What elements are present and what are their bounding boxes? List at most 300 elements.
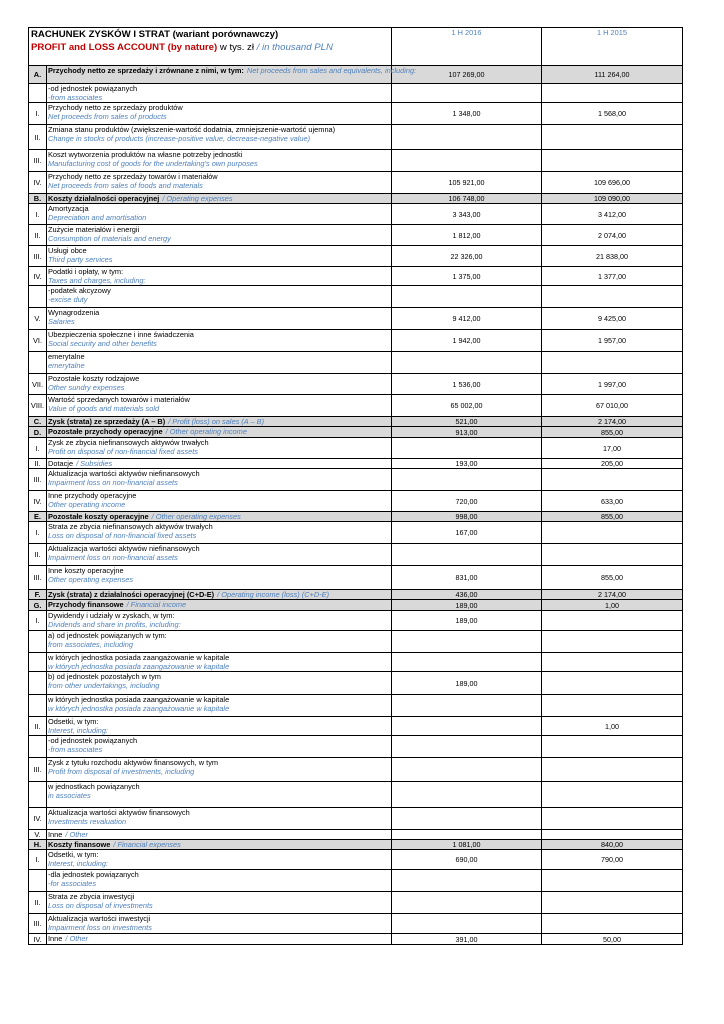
- label-english: -excise duty: [48, 295, 88, 304]
- value-1h2015: [542, 653, 683, 672]
- label-english: w których jednostka posiada zaangażowanie w kapitale: [48, 704, 230, 713]
- table-row: [29, 870, 683, 892]
- value-1h2015: 21 838,00: [542, 246, 683, 267]
- label-polish: Pozostałe przychody operacyjne: [48, 427, 163, 436]
- label-english: emerytalne: [48, 361, 85, 370]
- label-english: Consumption of materials and energy: [48, 234, 171, 243]
- value-1h2016: 3 343,00: [392, 204, 542, 225]
- row-code: II.: [29, 225, 47, 246]
- value-1h2016: 193,00: [392, 459, 542, 469]
- label-polish: Zmiana stanu produktów (zwiększenie-wartość dodatnia, zmniejszenie-wartość ujemna): [48, 125, 336, 134]
- row-label: [47, 246, 392, 267]
- value-1h2016: [392, 286, 542, 308]
- label-polish: Ubezpieczenia społeczne i inne świadczenia: [48, 330, 194, 339]
- row-code: II.: [29, 892, 47, 914]
- value-1h2016: 106 748,00: [392, 194, 542, 204]
- table-row: [29, 736, 683, 758]
- value-1h2015: [542, 631, 683, 653]
- label-english: / Profit (loss) on sales (A – B): [168, 417, 265, 426]
- value-1h2016: [392, 914, 542, 934]
- label-english: Interest, including:: [48, 859, 108, 868]
- section-row: [29, 417, 683, 427]
- label-english: / Financial expenses: [113, 840, 181, 849]
- row-label: [47, 717, 392, 736]
- value-1h2015: [542, 808, 683, 830]
- row-code: [29, 631, 47, 653]
- row-label: [47, 267, 392, 286]
- value-1h2015: 855,00: [542, 512, 683, 522]
- table-row: [29, 934, 683, 945]
- label-english: Profit from disposal of investments, including: [48, 767, 195, 776]
- value-1h2015: [542, 914, 683, 934]
- row-label: [47, 417, 392, 427]
- label-english: from other undertakings, including: [48, 681, 160, 690]
- label-polish: Dotacje: [48, 459, 74, 468]
- table-row: [29, 544, 683, 566]
- value-1h2015: 2 174,00: [542, 590, 683, 600]
- value-1h2016: 65 002,00: [392, 395, 542, 417]
- row-label: [47, 194, 392, 204]
- table-row: [29, 267, 683, 286]
- label-polish: Przychody netto ze sprzedaży produktów: [48, 103, 183, 112]
- label-polish: Strata ze zbycia niefinansowych aktywów trwałych: [48, 522, 213, 531]
- table-row: [29, 125, 683, 150]
- value-1h2015: [542, 870, 683, 892]
- table-row: [29, 246, 683, 267]
- value-1h2015: [542, 352, 683, 374]
- row-label: [47, 808, 392, 830]
- value-1h2015: 855,00: [542, 566, 683, 590]
- row-label: [47, 566, 392, 590]
- table-row: [29, 84, 683, 103]
- label-polish: Zysk z tytułu rozchodu aktywów finansowych, w tym: [48, 758, 219, 767]
- row-code: II.: [29, 544, 47, 566]
- label-english: Net proceeds from sales and equivalents, including:: [246, 66, 417, 75]
- value-1h2015: 1,00: [542, 600, 683, 611]
- section-row: [29, 66, 683, 84]
- value-1h2016: 1 081,00: [392, 840, 542, 850]
- row-label: [47, 172, 392, 194]
- row-label: [47, 892, 392, 914]
- row-code: III.: [29, 469, 47, 491]
- label-english: Change in stocks of products (increase-positive value, decrease-negative value): [48, 134, 311, 143]
- row-label: [47, 870, 392, 892]
- row-code: V.: [29, 308, 47, 330]
- value-1h2016: [392, 653, 542, 672]
- value-1h2015: 109 090,00: [542, 194, 683, 204]
- row-label: [47, 204, 392, 225]
- table-row: [29, 308, 683, 330]
- value-1h2016: 189,00: [392, 611, 542, 631]
- row-code: H.: [29, 840, 47, 850]
- row-code: IV.: [29, 172, 47, 194]
- label-english: Impairment loss on non-financial assets: [48, 478, 178, 487]
- row-code: [29, 84, 47, 103]
- label-polish: a) od jednostek powiązanych w tym:: [48, 631, 167, 640]
- value-1h2015: 205,00: [542, 459, 683, 469]
- value-1h2016: 1 812,00: [392, 225, 542, 246]
- row-label: [47, 427, 392, 438]
- label-polish: w jednostkach powiązanych: [48, 782, 140, 791]
- table-row: [29, 758, 683, 782]
- row-label: [47, 600, 392, 611]
- label-polish: Strata ze zbycia inwestycji: [48, 892, 135, 901]
- section-row: [29, 194, 683, 204]
- label-polish: Inne: [48, 830, 63, 839]
- row-label: [47, 125, 392, 150]
- table-row: [29, 374, 683, 395]
- label-english: Third party services: [48, 255, 113, 264]
- value-1h2015: [542, 469, 683, 491]
- value-1h2016: 107 269,00: [392, 66, 542, 84]
- table-row: [29, 717, 683, 736]
- column-header-1h2015: 1 H 2015: [542, 28, 683, 66]
- label-english: / Other: [65, 934, 88, 943]
- row-label: [47, 491, 392, 512]
- label-polish: Pozostałe koszty operacyjne: [48, 512, 149, 521]
- label-polish: Podatki i opłaty, w tym:: [48, 267, 124, 276]
- value-1h2016: 1 942,00: [392, 330, 542, 352]
- value-1h2016: [392, 544, 542, 566]
- value-1h2016: [392, 695, 542, 717]
- label-polish: Aktualizacja wartości inwestycji: [48, 914, 151, 923]
- row-label: [47, 103, 392, 125]
- table-row: [29, 469, 683, 491]
- value-1h2015: 9 425,00: [542, 308, 683, 330]
- row-label: [47, 850, 392, 870]
- value-1h2015: 855,00: [542, 427, 683, 438]
- value-1h2016: 998,00: [392, 512, 542, 522]
- label-polish: Zysk ze zbycia niefinansowych aktywów trwałych: [48, 438, 209, 447]
- value-1h2016: [392, 717, 542, 736]
- row-label: [47, 352, 392, 374]
- value-1h2015: [542, 672, 683, 695]
- label-polish: -dla jednostek powiązanych: [48, 870, 139, 879]
- title-polish: RACHUNEK ZYSKÓW I STRAT (wariant porównawczy): [31, 29, 279, 40]
- row-code: I.: [29, 103, 47, 125]
- label-english: Loss on disposal of investments: [48, 901, 153, 910]
- row-label: [47, 758, 392, 782]
- label-english: Loss on disposal of non-financial fixed assets: [48, 531, 197, 540]
- value-1h2015: 790,00: [542, 850, 683, 870]
- row-label: [47, 590, 392, 600]
- row-code: [29, 782, 47, 808]
- row-label: [47, 782, 392, 808]
- value-1h2015: 50,00: [542, 934, 683, 945]
- row-label: [47, 631, 392, 653]
- row-code: E.: [29, 512, 47, 522]
- label-english: from associates, including: [48, 640, 134, 649]
- label-english: / Other: [65, 830, 88, 839]
- row-label: [47, 469, 392, 491]
- label-english: Other sundry expenses: [48, 383, 125, 392]
- row-label: [47, 695, 392, 717]
- label-polish: -podatek akcyzowy: [48, 286, 111, 295]
- value-1h2016: [392, 736, 542, 758]
- label-polish: Odsetki, w tym:: [48, 850, 99, 859]
- label-english: -for associates: [48, 879, 97, 888]
- row-label: [47, 611, 392, 631]
- label-polish: Przychody netto ze sprzedaży towarów i materiałów: [48, 172, 218, 181]
- value-1h2016: 1 375,00: [392, 267, 542, 286]
- label-english: Profit on disposal of non-financial fixed assets: [48, 447, 198, 456]
- label-polish: Amortyzacja: [48, 204, 89, 213]
- row-code: I.: [29, 438, 47, 459]
- value-1h2015: [542, 84, 683, 103]
- row-label: [47, 150, 392, 172]
- table-row: [29, 395, 683, 417]
- value-1h2015: [542, 125, 683, 150]
- label-english: Interest, including:: [48, 726, 108, 735]
- table-row: [29, 172, 683, 194]
- value-1h2016: 105 921,00: [392, 172, 542, 194]
- row-code: B.: [29, 194, 47, 204]
- section-row: [29, 512, 683, 522]
- value-1h2015: [542, 150, 683, 172]
- title-english: PROFIT and LOSS ACCOUNT (by nature) w tys. zł / in thousand PLN: [31, 42, 333, 53]
- value-1h2015: [542, 736, 683, 758]
- value-1h2015: 1,00: [542, 717, 683, 736]
- row-code: [29, 695, 47, 717]
- row-code: [29, 286, 47, 308]
- section-row: [29, 590, 683, 600]
- table-row: [29, 459, 683, 469]
- value-1h2016: 9 412,00: [392, 308, 542, 330]
- value-1h2015: 1 568,00: [542, 103, 683, 125]
- label-english: Taxes and charges, including:: [48, 276, 146, 285]
- row-code: F.: [29, 590, 47, 600]
- row-code: III.: [29, 566, 47, 590]
- label-english: / Subsidies: [76, 459, 113, 468]
- row-code: I.: [29, 522, 47, 544]
- row-code: IV.: [29, 934, 47, 945]
- label-english: / Other operating expenses: [151, 512, 241, 521]
- table-row: [29, 892, 683, 914]
- row-code: V.: [29, 830, 47, 840]
- value-1h2016: 436,00: [392, 590, 542, 600]
- row-label: [47, 840, 392, 850]
- table-row: [29, 850, 683, 870]
- label-polish: w których jednostka posiada zaangażowanie w kapitale: [48, 653, 230, 662]
- row-code: VI.: [29, 330, 47, 352]
- row-label: [47, 459, 392, 469]
- row-label: [47, 830, 392, 840]
- value-1h2016: 189,00: [392, 672, 542, 695]
- value-1h2016: [392, 808, 542, 830]
- value-1h2016: [392, 125, 542, 150]
- row-code: G.: [29, 600, 47, 611]
- label-english: Depreciation and amortisation: [48, 213, 147, 222]
- value-1h2016: [392, 892, 542, 914]
- value-1h2015: 109 696,00: [542, 172, 683, 194]
- table-row: [29, 695, 683, 717]
- value-1h2016: 521,00: [392, 417, 542, 427]
- value-1h2015: [542, 611, 683, 631]
- section-row: [29, 427, 683, 438]
- value-1h2016: 391,00: [392, 934, 542, 945]
- label-polish: Dywidendy i udziały w zyskach, w tym:: [48, 611, 175, 620]
- table-row: [29, 491, 683, 512]
- row-code: I.: [29, 204, 47, 225]
- label-english: / Operating income (loss) (C+D-E): [217, 590, 330, 599]
- value-1h2016: [392, 352, 542, 374]
- value-1h2016: 167,00: [392, 522, 542, 544]
- row-label: [47, 934, 392, 945]
- row-label: [47, 66, 417, 84]
- table-row: [29, 352, 683, 374]
- label-english: Other operating expenses: [48, 575, 134, 584]
- value-1h2015: [542, 544, 683, 566]
- label-polish: Wartość sprzedanych towarów i materiałów: [48, 395, 190, 404]
- value-1h2016: 720,00: [392, 491, 542, 512]
- value-1h2015: 633,00: [542, 491, 683, 512]
- label-polish: Usługi obce: [48, 246, 87, 255]
- row-label: [47, 653, 392, 672]
- value-1h2015: [542, 782, 683, 808]
- label-english: Impairment loss on investments: [48, 923, 152, 932]
- value-1h2016: 831,00: [392, 566, 542, 590]
- label-polish: Zysk (strata) z działalności operacyjnej (C+D-E): [48, 590, 215, 599]
- row-code: I.: [29, 850, 47, 870]
- label-english: Dividends and share in profits, including:: [48, 620, 181, 629]
- table-row: [29, 782, 683, 808]
- row-label: [47, 544, 392, 566]
- row-code: [29, 672, 47, 695]
- table-row: [29, 830, 683, 840]
- row-code: II.: [29, 459, 47, 469]
- row-code: IV.: [29, 808, 47, 830]
- label-english: Manufacturing cost of goods for the undertaking's own purposes: [48, 159, 258, 168]
- label-polish: Inne przychody operacyjne: [48, 491, 137, 500]
- row-label: [47, 395, 392, 417]
- label-english: Value of goods and materials sold: [48, 404, 160, 413]
- label-polish: Koszty finansowe: [48, 840, 111, 849]
- value-1h2016: [392, 150, 542, 172]
- row-code: VIII.: [29, 395, 47, 417]
- label-polish: -od jednostek powiązanych: [48, 736, 138, 745]
- value-1h2015: 17,00: [542, 438, 683, 459]
- row-label: [47, 330, 392, 352]
- label-polish: Inne koszty operacyjne: [48, 566, 124, 575]
- label-polish: Przychody netto ze sprzedaży i zrównane z nimi, w tym:: [48, 66, 244, 75]
- value-1h2015: 1 957,00: [542, 330, 683, 352]
- row-code: VII.: [29, 374, 47, 395]
- value-1h2015: [542, 286, 683, 308]
- label-polish: Inne: [48, 934, 63, 943]
- table-row: [29, 150, 683, 172]
- label-english: Social security and other benefits: [48, 339, 157, 348]
- row-label: [47, 374, 392, 395]
- label-polish: Aktualizacja wartości aktywów niefinansowych: [48, 544, 200, 553]
- row-label: [47, 84, 392, 103]
- row-label: [47, 522, 392, 544]
- label-english: Net proceeds from sales of foods and materials: [48, 181, 203, 190]
- label-polish: Aktualizacja wartości aktywów finansowych: [48, 808, 190, 817]
- label-polish: Koszty działalności operacyjnej: [48, 194, 160, 203]
- table-row: [29, 103, 683, 125]
- value-1h2016: [392, 758, 542, 782]
- row-code: [29, 870, 47, 892]
- row-code: A.: [29, 66, 47, 84]
- label-polish: Odsetki, w tym:: [48, 717, 99, 726]
- label-english: w których jednostka posiada zaangażowanie w kapitale: [48, 662, 230, 671]
- label-english: Investments revaluation: [48, 817, 127, 826]
- table-row: [29, 672, 683, 695]
- value-1h2016: [392, 830, 542, 840]
- row-code: D.: [29, 427, 47, 438]
- value-1h2016: [392, 631, 542, 653]
- row-code: II.: [29, 125, 47, 150]
- row-label: [47, 512, 392, 522]
- value-1h2015: [542, 758, 683, 782]
- value-1h2015: [542, 892, 683, 914]
- row-label: [47, 438, 392, 459]
- row-label: [47, 914, 392, 934]
- value-1h2016: [392, 469, 542, 491]
- label-polish: Zużycie materiałów i energii: [48, 225, 140, 234]
- row-label: [47, 736, 392, 758]
- table-row: [29, 330, 683, 352]
- value-1h2016: 690,00: [392, 850, 542, 870]
- value-1h2015: 3 412,00: [542, 204, 683, 225]
- table-row: [29, 522, 683, 544]
- value-1h2015: 2 174,00: [542, 417, 683, 427]
- row-label: [47, 286, 392, 308]
- value-1h2016: 1 348,00: [392, 103, 542, 125]
- table-row: [29, 225, 683, 246]
- table-row: [29, 611, 683, 631]
- table-row: [29, 438, 683, 459]
- value-1h2016: [392, 782, 542, 808]
- row-code: III.: [29, 914, 47, 934]
- value-1h2015: [542, 695, 683, 717]
- row-code: III.: [29, 758, 47, 782]
- value-1h2016: 913,00: [392, 427, 542, 438]
- row-label: [47, 225, 392, 246]
- row-code: [29, 653, 47, 672]
- row-code: [29, 736, 47, 758]
- row-code: C.: [29, 417, 47, 427]
- label-polish: -od jednostek powiązanych: [48, 84, 138, 93]
- label-english: / Operating expenses: [162, 194, 233, 203]
- label-polish: b) od jednostek pozostałych w tym: [48, 672, 161, 681]
- statement-title: [29, 28, 392, 66]
- column-header-1h2016: 1 H 2016: [392, 28, 542, 66]
- section-row: [29, 600, 683, 611]
- label-english: Impairment loss on non-financial assets: [48, 553, 178, 562]
- value-1h2015: 840,00: [542, 840, 683, 850]
- label-english: Salaries: [48, 317, 75, 326]
- value-1h2015: 1 377,00: [542, 267, 683, 286]
- label-english: / Other operating income: [165, 427, 247, 436]
- value-1h2016: 1 536,00: [392, 374, 542, 395]
- value-1h2015: [542, 522, 683, 544]
- row-label: [47, 672, 392, 695]
- value-1h2015: 1 997,00: [542, 374, 683, 395]
- label-english: Other operating income: [48, 500, 126, 509]
- label-polish: emerytalne: [48, 352, 85, 361]
- value-1h2016: [392, 84, 542, 103]
- row-code: III.: [29, 246, 47, 267]
- label-english: in associates: [48, 791, 91, 800]
- table-row: [29, 286, 683, 308]
- label-polish: w których jednostka posiada zaangażowanie w kapitale: [48, 695, 230, 704]
- table-header-row: [29, 28, 683, 66]
- label-polish: Koszt wytworzenia produktów na własne potrzeby jednostki: [48, 150, 243, 159]
- table-row: [29, 566, 683, 590]
- value-1h2016: 22 326,00: [392, 246, 542, 267]
- row-code: IV.: [29, 491, 47, 512]
